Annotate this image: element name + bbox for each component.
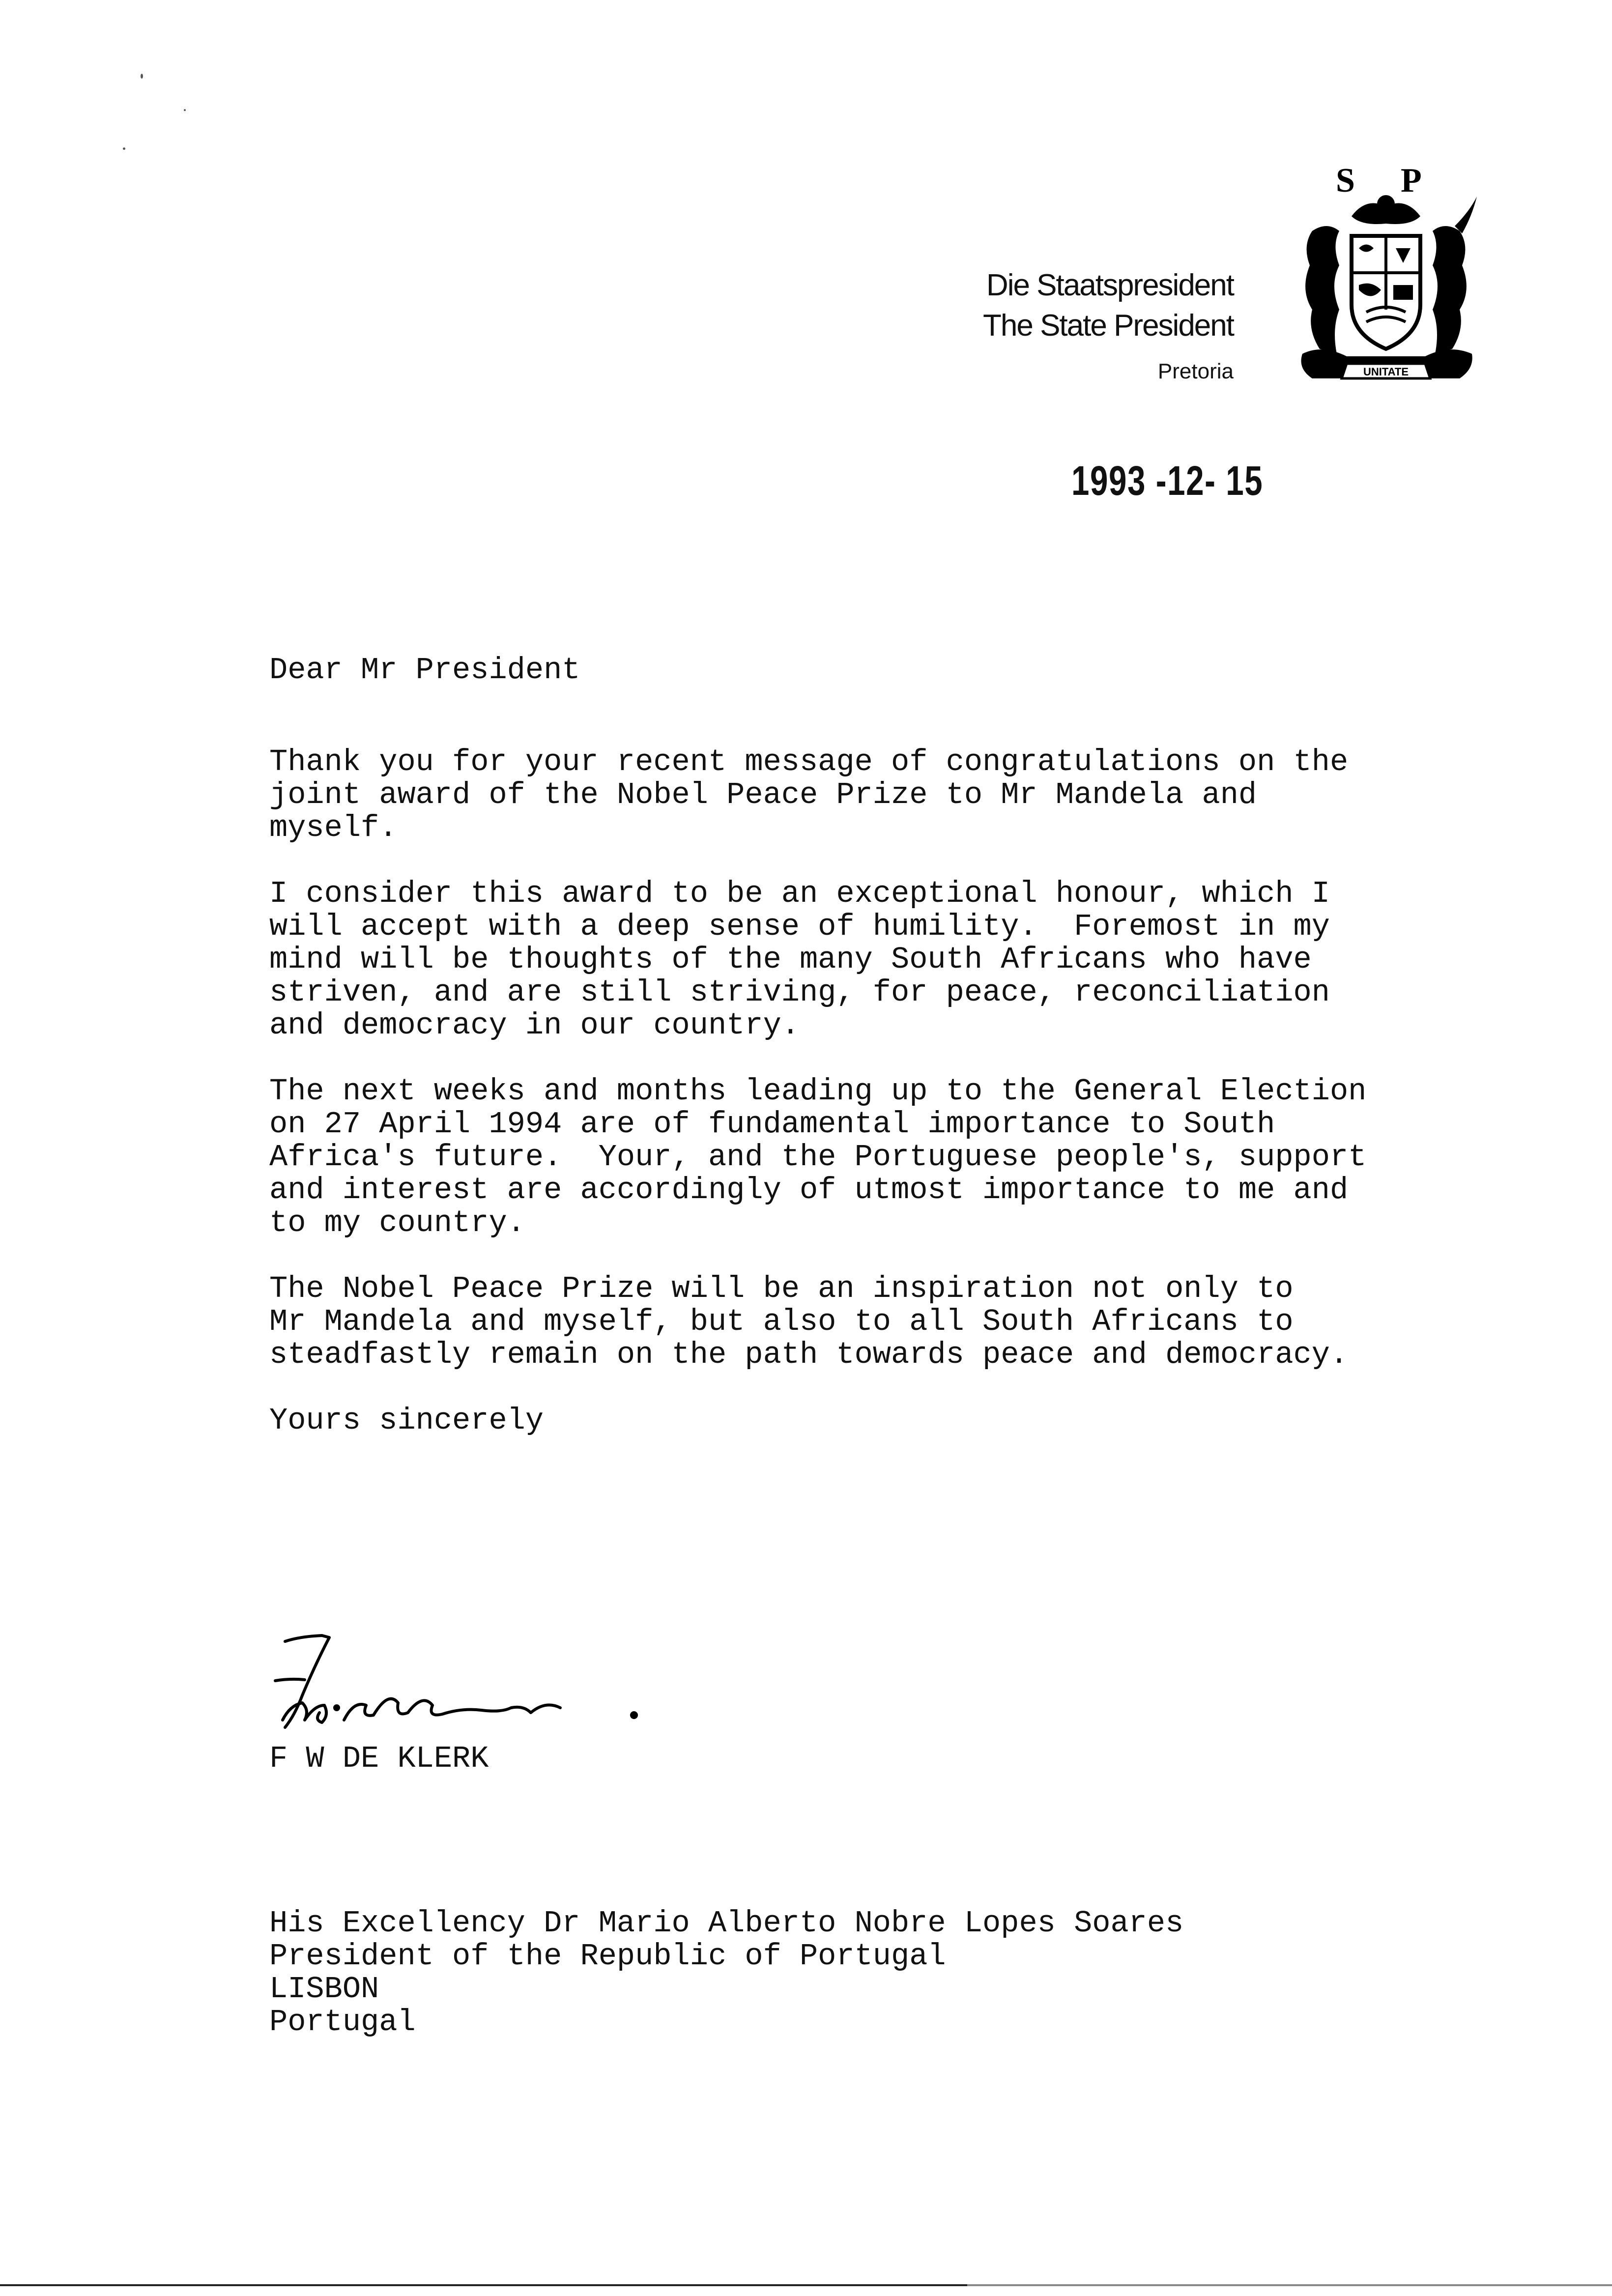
salutation: Dear Mr President: [269, 653, 580, 688]
paragraph-2: [269, 877, 1468, 1042]
signer-name: F W DE KLERK: [269, 1741, 489, 1776]
scan-edge-line: [0, 2284, 1612, 2286]
paragraph-line: will accept with a deep sense of humility. Foremost in my: [269, 909, 1330, 944]
scan-speck: [184, 109, 186, 111]
addressee-line: LISBON: [269, 1972, 379, 2007]
paragraph-line: The next weeks and months leading up to the General Election: [269, 1074, 1367, 1109]
paragraph-line: and interest are accordingly of utmost importance to me and: [269, 1173, 1349, 1207]
paragraph-line: striven, and are still striving, for peace, reconciliation: [269, 975, 1330, 1010]
addressee-block: [269, 1907, 1183, 2038]
scan-speck: [141, 74, 143, 79]
paragraph-line: on 27 April 1994 are of fundamental importance to South: [269, 1107, 1275, 1142]
paragraph-line: I consider this award to be an exceptional honour, which I: [269, 876, 1330, 911]
paragraph-line: to my country.: [269, 1205, 525, 1240]
paragraph-line: Mr Mandela and myself, but also to all South Africans to: [269, 1304, 1294, 1339]
addressee-line: President of the Republic of Portugal: [269, 1939, 946, 1974]
addressee-line: Portugal: [269, 2005, 416, 2039]
letterhead-title-afrikaans: Die Staatspresident: [986, 268, 1234, 302]
paragraph-line: steadfastly remain on the path towards peace and democracy.: [269, 1337, 1349, 1372]
paragraph-line: joint award of the Nobel Peace Prize to Mr Mandela and: [269, 777, 1257, 812]
closing: Yours sincerely: [269, 1403, 544, 1438]
scan-speck: [123, 147, 125, 150]
paragraph-1: [269, 746, 1468, 844]
svg-text:P: P: [1401, 162, 1422, 200]
date-stamp: 1993 -12- 15: [1071, 458, 1264, 504]
paragraph-line: mind will be thoughts of the many South Africans who have: [269, 942, 1312, 977]
paragraph-line: The Nobel Peace Prize will be an inspiration not only to: [269, 1271, 1294, 1306]
crest-motto: UNITATE: [1363, 366, 1409, 378]
paragraph-line: myself.: [269, 810, 398, 845]
handwritten-signature: [256, 1622, 659, 1745]
paragraph-line: Thank you for your recent message of congratulations on the: [269, 745, 1349, 779]
svg-text:S: S: [1336, 162, 1355, 200]
letterhead: [983, 265, 1234, 391]
coat-of-arms-icon: [1293, 162, 1479, 393]
addressee-line: His Excellency Dr Mario Alberto Nobre Lopes Soares: [269, 1906, 1184, 1941]
letterhead-title-english: The State President: [983, 309, 1234, 343]
letterhead-city: Pretoria: [1157, 359, 1234, 383]
paragraph-line: Africa's future. Your, and the Portuguese people's, support: [269, 1140, 1367, 1175]
paragraph-4: [269, 1272, 1468, 1371]
paragraph-line: and democracy in our country.: [269, 1008, 800, 1043]
letter-body: [269, 654, 1468, 1437]
paragraph-3: [269, 1075, 1468, 1239]
